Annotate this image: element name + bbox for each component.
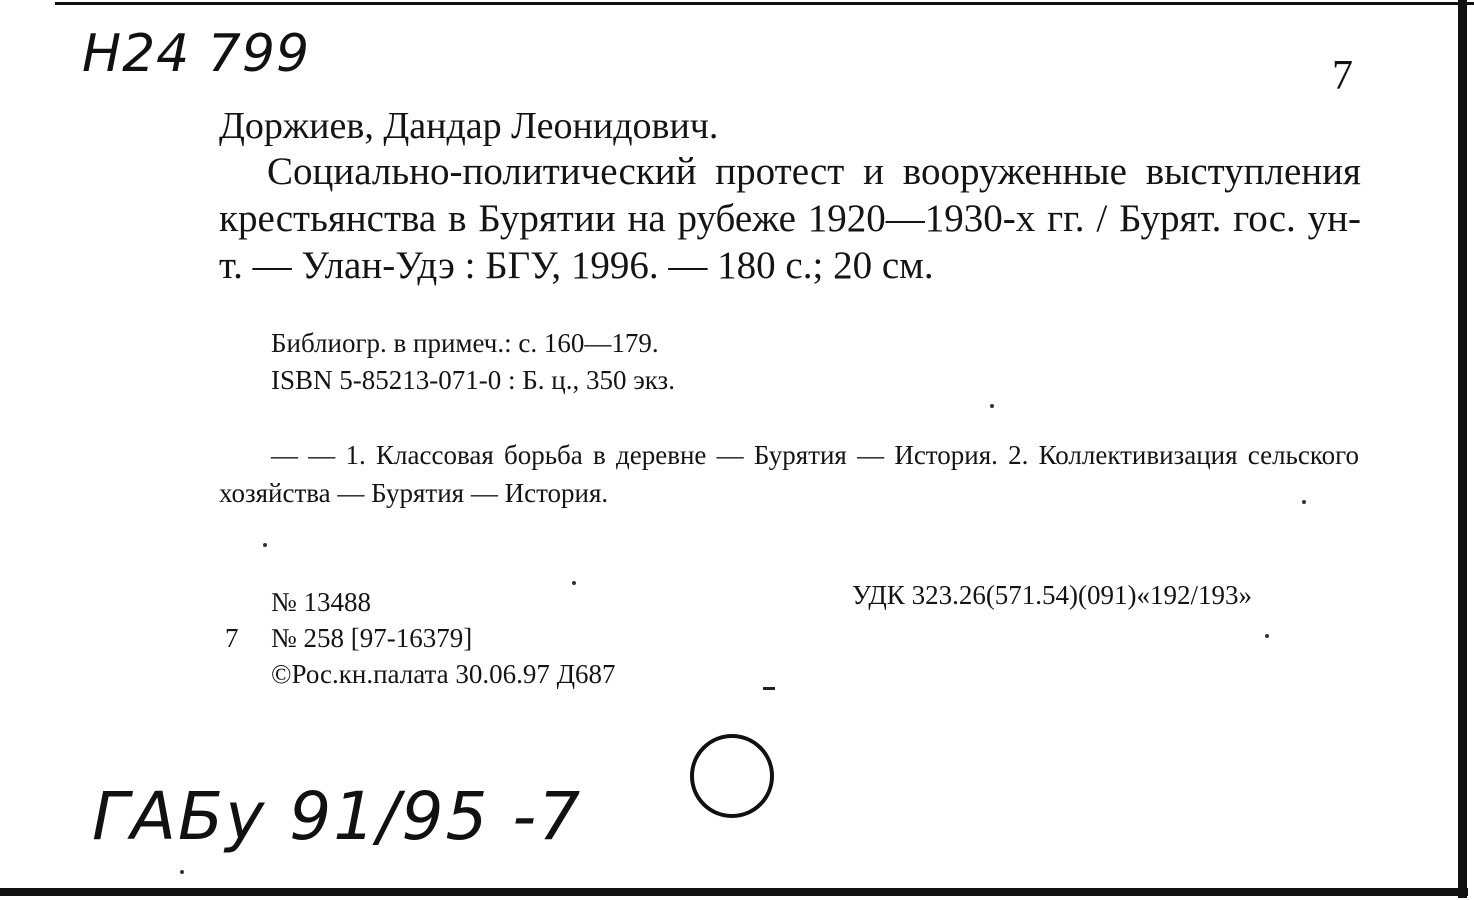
scan-speck xyxy=(263,543,267,547)
isbn-line: ISBN 5-85213-071-0 : Б. ц., 350 экз. xyxy=(271,365,675,395)
punch-hole-circle xyxy=(690,734,774,818)
registration-number-2: № 258 [97-16379] xyxy=(271,623,473,653)
shelf-digit: 7 xyxy=(225,623,239,653)
card-border-right xyxy=(1458,0,1467,898)
udk-classification: УДК 323.26(571.54)(091)«192/193» xyxy=(852,580,1253,610)
scan-speck xyxy=(572,581,576,585)
card-number: 7 xyxy=(1332,53,1353,99)
author-heading: Доржиев, Дандар Леонидович. xyxy=(219,105,719,147)
card-border-top xyxy=(55,2,1474,5)
card-border-bottom xyxy=(0,888,1468,896)
copyright-line: ©Рос.кн.палата 30.06.97 Д687 xyxy=(271,659,616,689)
scan-speck xyxy=(1265,634,1269,638)
dash-mark xyxy=(763,687,775,690)
scan-speck xyxy=(1302,500,1306,504)
scan-speck xyxy=(990,404,994,408)
bibliography-note: Библиогр. в примеч.: с. 160—179. xyxy=(271,328,659,358)
registration-number: № 13488 xyxy=(271,587,372,617)
title-description: Социально-политический протест и вооруженные выступления крестьянства в Бурятии на рубеже 1920—1930-х гг. / Бурят. гос. ун-т. — Улан-Удэ : БГУ, 1996. — 180 с.; 20 см. xyxy=(219,150,1361,287)
scan-speck xyxy=(180,870,184,874)
subject-headings: — — 1. Классовая борьба в деревне — Бурятия — История. 2. Коллективизация сельского хозяйства — Бурятия — История. xyxy=(219,440,1359,508)
handwritten-call-number: Н24 799 xyxy=(82,24,311,84)
handwritten-inventory-mark: ГАБу 91/95 -7 xyxy=(92,778,583,855)
